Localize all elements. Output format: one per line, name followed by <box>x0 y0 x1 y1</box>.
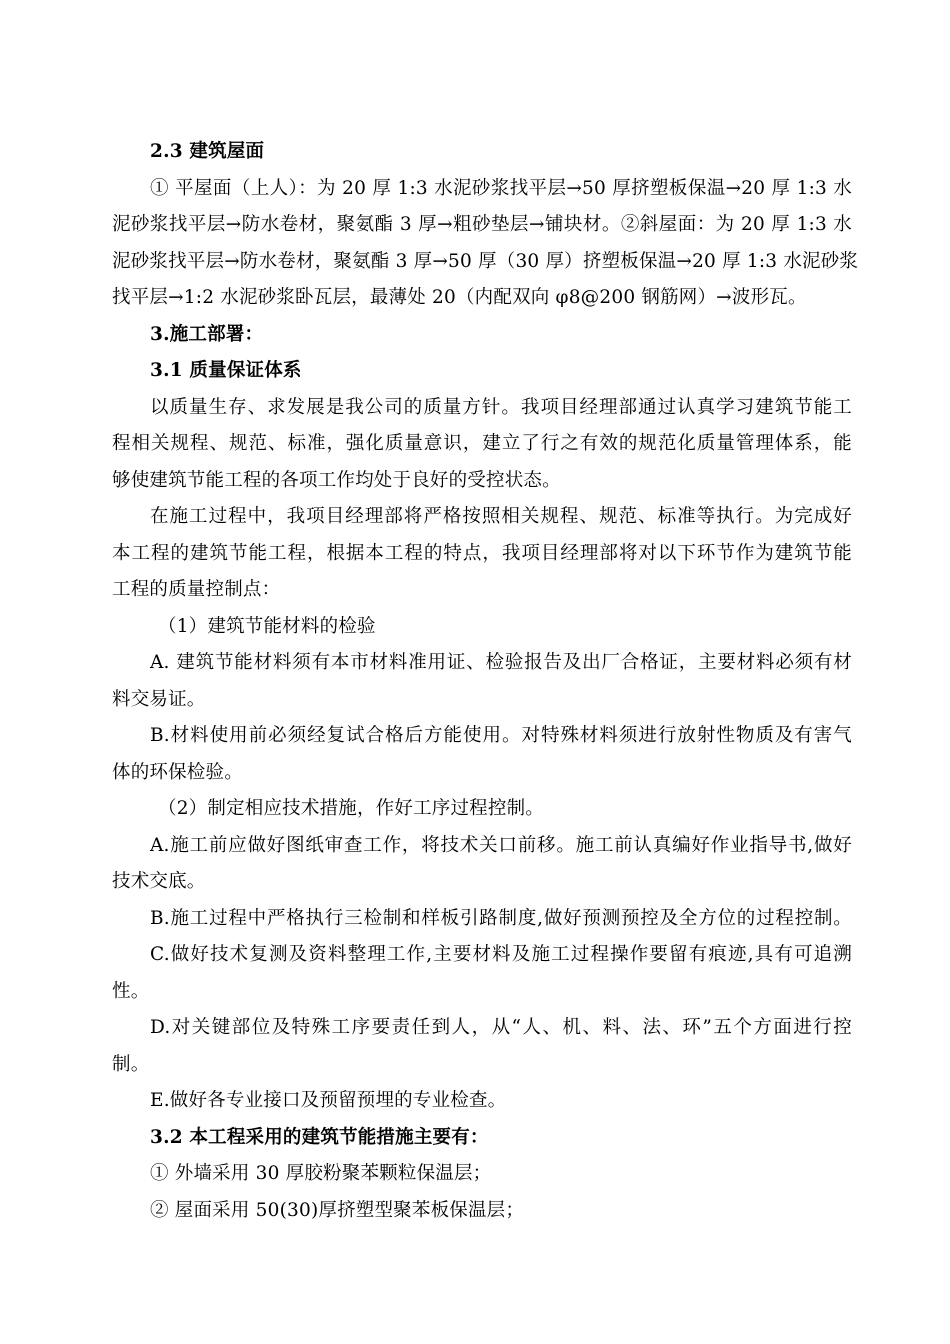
roof-text-line: 找平层→1:2 水泥砂浆卧瓦层，最薄处 20（内配双向 φ8@200 钢筋网）→波形瓦。 <box>112 287 807 308</box>
list-item-line: E.做好各专业接口及预留预埋的专业检查。 <box>150 1090 507 1111</box>
section-heading-2-3: 2.3 建筑屋面 <box>150 141 265 162</box>
list-item-line: 制。 <box>112 1053 150 1075</box>
section-heading-3: 3.施工部署： <box>150 323 264 345</box>
list-item-line: B.施工过程中严格执行三检制和样板引路制度,做好预测预控及全方位的过程控制。 <box>150 907 852 929</box>
paragraph-line: 程相关规程、规范、标准，强化质量意识，建立了行之有效的规范化质量管理体系，能 <box>112 433 852 454</box>
measure-item: ① 外墙采用 30 厚胶粉聚苯颗粒保温层； <box>150 1163 492 1184</box>
list-item-line: 性。 <box>112 980 150 1002</box>
section-heading-3-2: 3.2 本工程采用的建筑节能措施主要有： <box>150 1126 489 1148</box>
list-item-line: 技术交底。 <box>112 871 206 892</box>
list-item-line: 体的环保检验。 <box>112 761 243 783</box>
subsection-title: （2）制定相应技术措施，作好工序过程控制。 <box>158 798 544 819</box>
roof-text-line: 泥砂浆找平层→防水卷材，聚氨酯 3 厚→50 厚（30 厚）挤塑板保温→20 厚 1:3 水泥砂浆 <box>112 250 859 272</box>
paragraph-line: 工程的质量控制点： <box>112 579 281 600</box>
paragraph-line: 够使建筑节能工程的各项工作均处于良好的受控状态。 <box>112 469 561 491</box>
roof-text-line: ① 平屋面（上人）：为 20 厚 1:3 水泥砂浆找平层→50 厚挤塑板保温→20 厚 1:3 水 <box>150 177 852 199</box>
paragraph-line: 以质量生存、求发展是我公司的质量方针。我项目经理部通过认真学习建筑节能工 <box>150 396 852 418</box>
list-item-line: A. 建筑节能材料须有本市材料准用证、检验报告及出厂合格证，主要材料必须有材 <box>150 652 852 673</box>
list-item-line: 料交易证。 <box>112 688 206 710</box>
document-body <box>112 134 859 1229</box>
paragraph-line: 本工程的建筑节能工程，根据本工程的特点，我项目经理部将对以下环节作为建筑节能 <box>112 542 852 564</box>
section-heading-3-1: 3.1 质量保证体系 <box>150 360 302 381</box>
list-item-line: D.对关键部位及特殊工序要责任到人，从“人、机、料、法、环”五个方面进行控 <box>150 1017 852 1038</box>
roof-text-line: 泥砂浆找平层→防水卷材，聚氨酯 3 厚→粗砂垫层→铺块材。②斜屋面：为 20 厚 1:3 水 <box>112 214 852 235</box>
measure-item: ② 屋面采用 50(30)厚挤塑型聚苯板保温层； <box>150 1199 525 1221</box>
list-item-line: B.材料使用前必须经复试合格后方能使用。对特殊材料须进行放射性物质及有害气 <box>150 725 852 746</box>
list-item-line: A.施工前应做好图纸审查工作，将技术关口前移。施工前认真编好作业指导书,做好 <box>150 834 852 856</box>
paragraph-line: 在施工过程中，我项目经理部将严格按照相关规程、规范、标准等执行。为完成好 <box>150 506 852 527</box>
subsection-title: （1）建筑节能材料的检验 <box>158 615 376 637</box>
list-item-line: C.做好技术复测及资料整理工作,主要材料及施工过程操作要留有痕迹,具有可追溯 <box>150 944 852 965</box>
